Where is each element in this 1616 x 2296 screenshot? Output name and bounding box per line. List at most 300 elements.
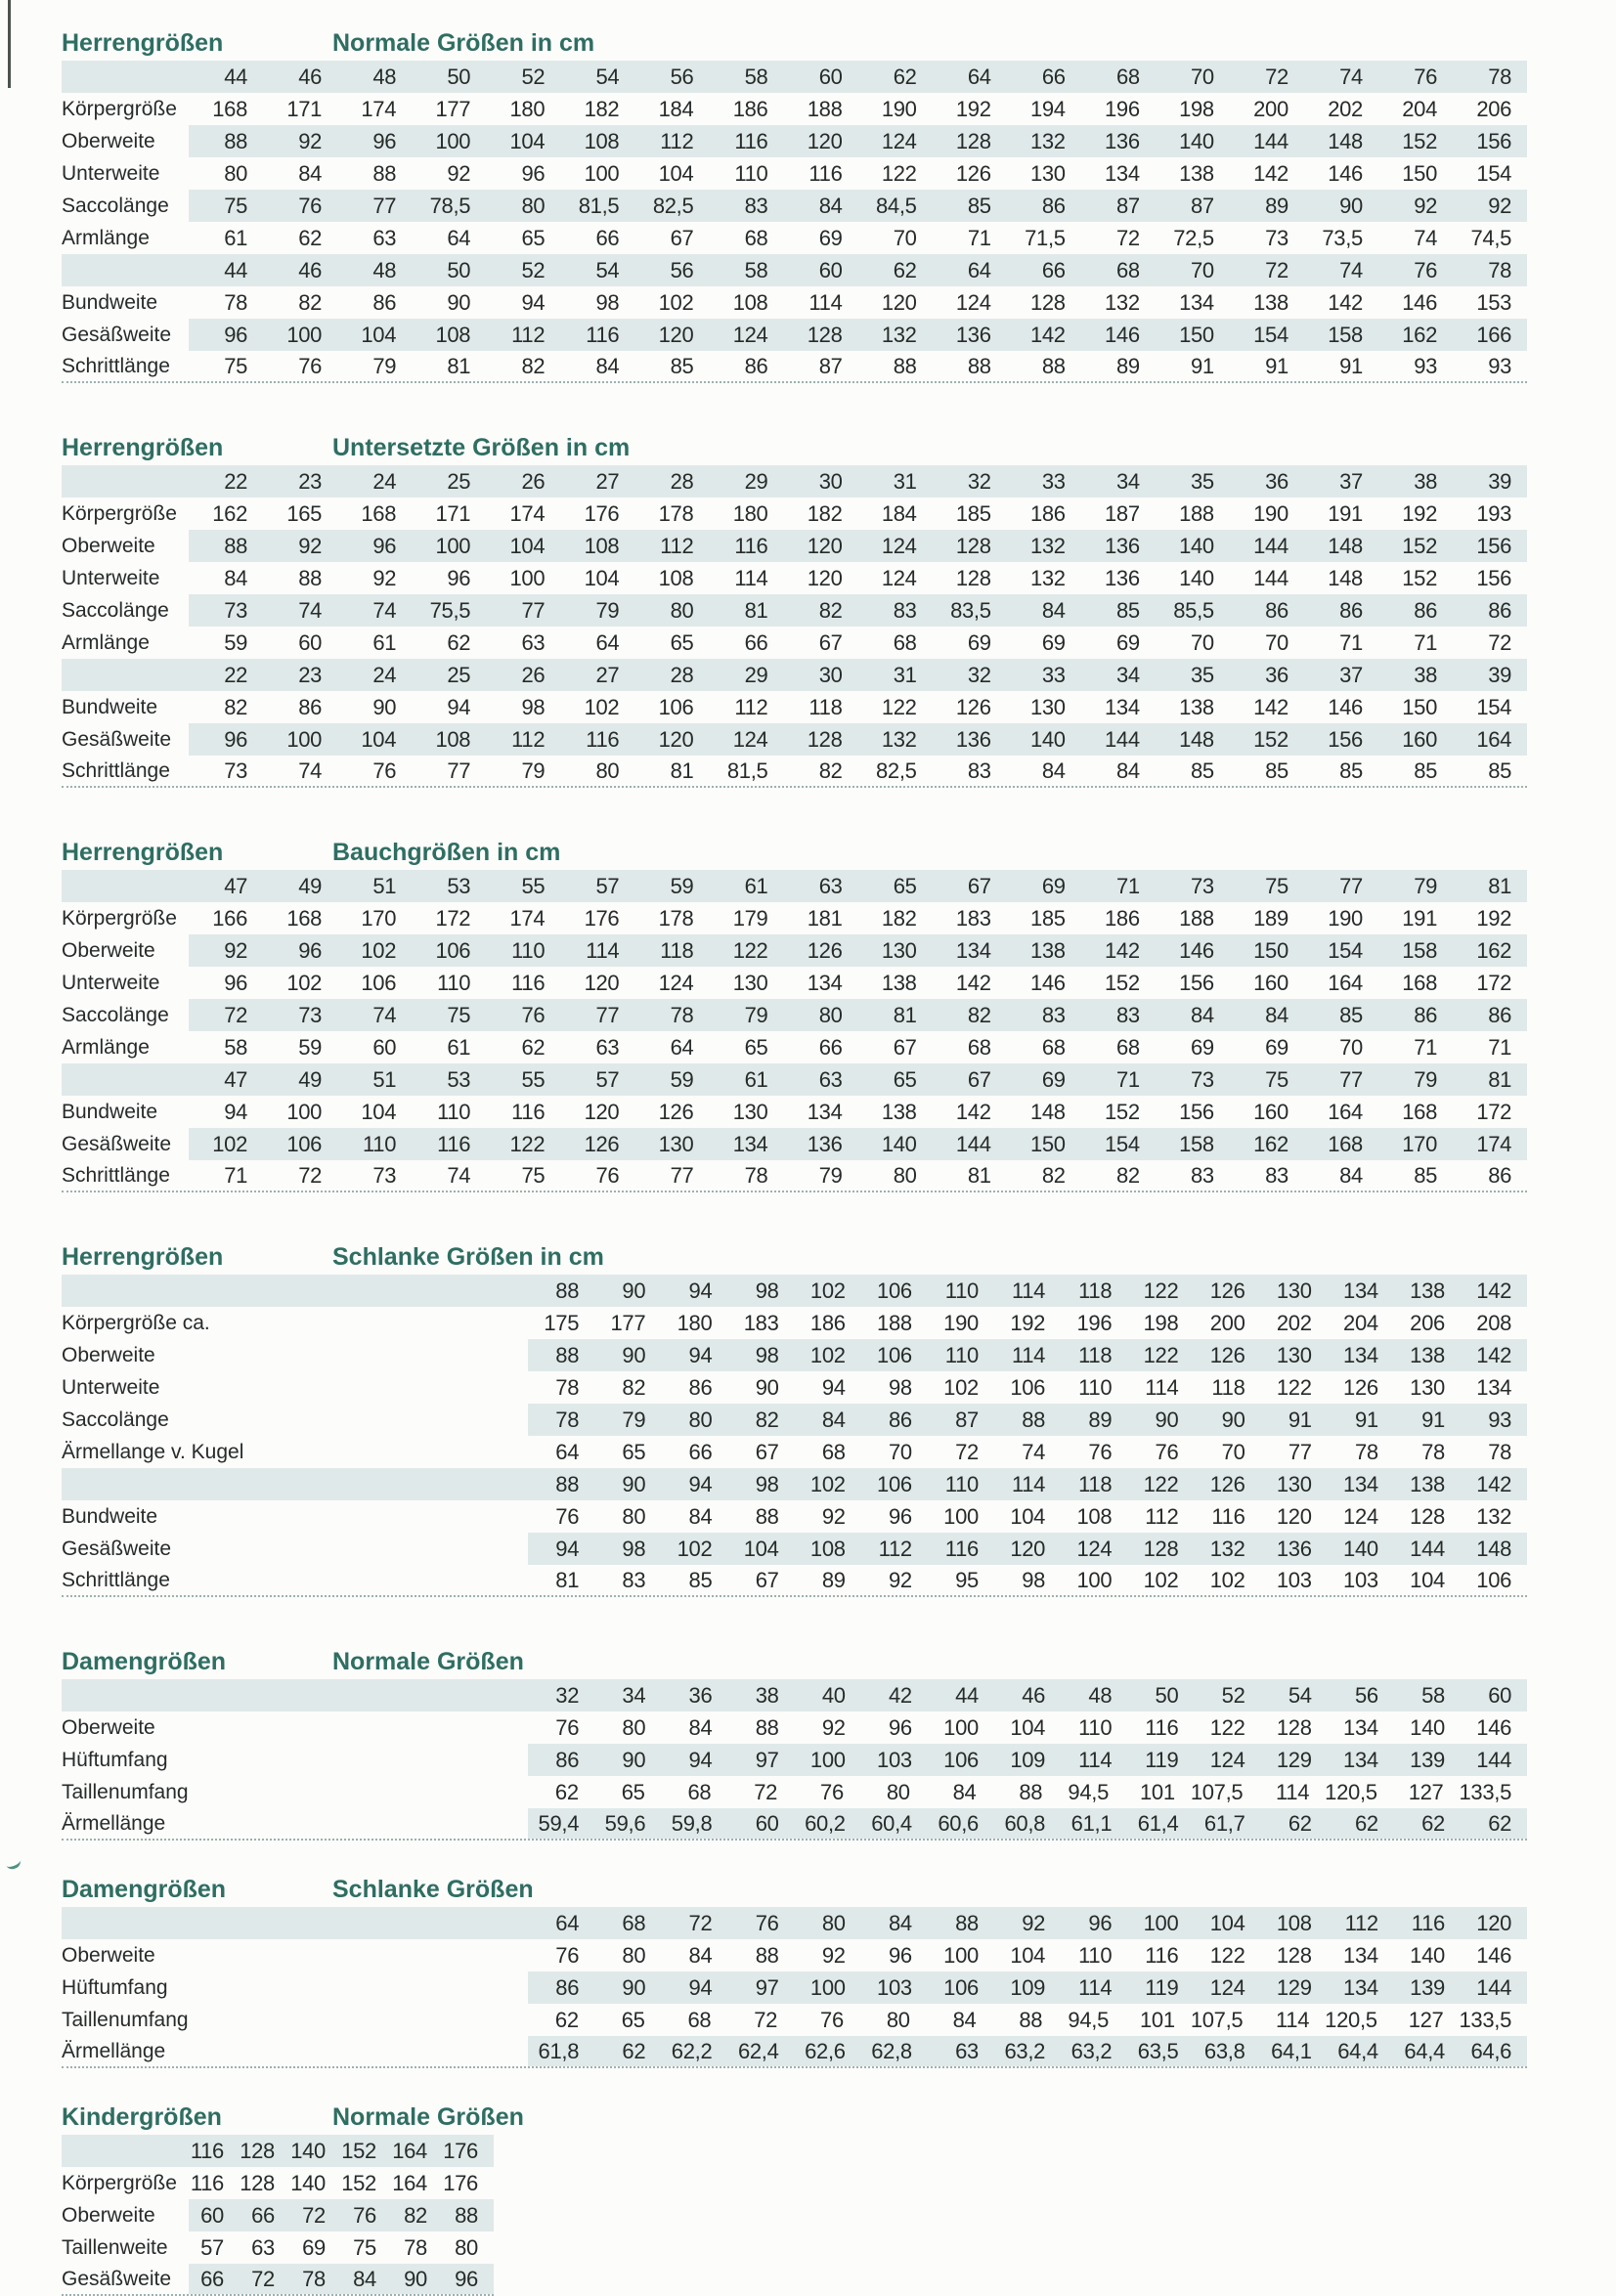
- row-values: [189, 967, 1527, 999]
- value-cell: 154: [1476, 694, 1512, 719]
- size-cell: 134: [1343, 1471, 1378, 1496]
- row-values: [189, 999, 1527, 1031]
- value-cell: 112: [1145, 1503, 1179, 1529]
- value-cell: 69: [1041, 629, 1066, 655]
- value-cell: 84: [688, 1714, 713, 1740]
- value-cell: 124: [732, 322, 768, 347]
- value-cell: 83,5: [950, 597, 991, 623]
- value-cell: 63: [251, 2234, 275, 2260]
- value-cell: 196: [1105, 96, 1140, 121]
- table-row: [62, 1371, 1527, 1404]
- value-cell: 172: [1476, 1099, 1512, 1124]
- size-cell: 130: [1276, 1471, 1312, 1496]
- size-cell: 48: [372, 64, 397, 89]
- size-cell: 76: [755, 1910, 779, 1935]
- value-cell: 118: [1078, 1342, 1113, 1367]
- value-cell: 108: [435, 726, 471, 752]
- value-cell: 84: [353, 2266, 376, 2291]
- value-cell: 104: [361, 1099, 397, 1124]
- value-cell: 191: [1328, 500, 1363, 526]
- value-cell: 91: [1288, 1407, 1312, 1432]
- value-cell: 190: [1253, 500, 1288, 526]
- row-values: [528, 1339, 1527, 1371]
- value-cell: 72: [754, 1779, 778, 1804]
- value-cell: 132: [1476, 1503, 1512, 1529]
- row-label: Bundweite: [62, 1504, 158, 1528]
- value-cell: 80: [886, 1779, 910, 1804]
- value-cell: 74,5: [1470, 225, 1512, 250]
- size-cell: 51: [372, 1066, 397, 1092]
- value-cell: 154: [1105, 1131, 1140, 1156]
- value-cell: 130: [732, 1099, 768, 1124]
- value-cell: 90: [622, 1342, 646, 1367]
- value-cell: 128: [1276, 1942, 1312, 1968]
- value-cell: 66: [595, 225, 620, 250]
- value-cell: 68: [744, 225, 768, 250]
- size-cell: 36: [688, 1682, 713, 1708]
- value-cell: 74: [298, 758, 323, 783]
- size-cell: 23: [298, 468, 323, 494]
- value-cell: 118: [660, 937, 694, 963]
- value-cell: 104: [1010, 1503, 1046, 1529]
- value-cell: 120: [584, 1099, 620, 1124]
- row-label: Körpergröße: [62, 906, 177, 930]
- table-row: [62, 627, 1527, 659]
- value-cell: 116: [190, 2170, 224, 2195]
- value-cell: 63,2: [1004, 2038, 1046, 2063]
- size-cell: 90: [622, 1278, 646, 1303]
- row-label: Saccolänge: [62, 194, 169, 217]
- value-cell: 146: [1328, 694, 1363, 719]
- size-cell: 68: [1115, 64, 1140, 89]
- value-cell: 81: [893, 1002, 917, 1027]
- value-cell: 136: [1276, 1536, 1312, 1561]
- value-cell: 83: [1041, 1002, 1066, 1027]
- value-cell: 179: [732, 905, 768, 931]
- value-cell: 134: [1476, 1374, 1512, 1400]
- value-cell: 76: [298, 193, 323, 218]
- value-cell: 67: [755, 1439, 779, 1464]
- value-cell: 193: [1476, 500, 1512, 526]
- size-cell: 128: [240, 2138, 275, 2163]
- value-cell: 112: [511, 726, 546, 752]
- value-cell: 165: [286, 500, 323, 526]
- table-row: [62, 157, 1527, 190]
- table-row: [62, 2264, 494, 2296]
- value-cell: 78: [670, 1002, 694, 1027]
- size-cell: 164: [392, 2138, 427, 2163]
- size-cell: 38: [755, 1682, 779, 1708]
- value-cell: 140: [1179, 565, 1214, 590]
- value-cell: 120: [807, 565, 843, 590]
- value-cell: 83: [744, 193, 768, 218]
- size-cell: 25: [447, 468, 471, 494]
- value-cell: 130: [881, 937, 917, 963]
- value-cell: 89: [1265, 193, 1288, 218]
- value-cell: 190: [1328, 905, 1363, 931]
- value-cell: 162: [212, 500, 248, 526]
- value-cell: 144: [955, 1131, 991, 1156]
- value-cell: 150: [1402, 160, 1438, 186]
- value-cell: 72: [298, 1162, 323, 1188]
- size-cell: 90: [622, 1471, 646, 1496]
- value-cell: 69: [1265, 1034, 1288, 1060]
- value-cell: 170: [1402, 1131, 1438, 1156]
- value-cell: 62,6: [805, 2038, 846, 2063]
- row-values: [189, 2199, 494, 2231]
- value-cell: 126: [1343, 1374, 1378, 1400]
- table-heading: [62, 1644, 1527, 1676]
- value-cell: 116: [1145, 1714, 1179, 1740]
- value-cell: 91: [1354, 1407, 1378, 1432]
- row-values: [189, 1096, 1527, 1128]
- value-cell: 85: [1191, 758, 1214, 783]
- size-cell: 104: [1209, 1910, 1245, 1935]
- size-cell: 110: [944, 1471, 979, 1496]
- value-cell: 116: [586, 726, 620, 752]
- size-cell: 80: [821, 1910, 846, 1935]
- table-subtitle: Schlanke Größen in cm: [332, 1243, 604, 1271]
- value-cell: 92: [821, 1503, 846, 1529]
- value-cell: 142: [955, 970, 991, 995]
- table-heading: [62, 1239, 1527, 1272]
- table-row: [62, 1500, 1527, 1533]
- value-cell: 96: [224, 322, 248, 347]
- size-cell: 92: [1022, 1910, 1046, 1935]
- value-cell: 150: [1253, 937, 1288, 963]
- value-cell: 126: [658, 1099, 694, 1124]
- size-cell: 28: [670, 662, 694, 687]
- value-cell: 74: [1414, 225, 1438, 250]
- value-cell: 82: [818, 758, 843, 783]
- value-cell: 138: [1253, 289, 1288, 315]
- size-cell: 62: [893, 257, 917, 282]
- value-cell: 188: [1179, 905, 1214, 931]
- value-cell: 88: [555, 1342, 580, 1367]
- value-cell: 81,5: [726, 758, 768, 783]
- value-cell: 148: [1029, 1099, 1066, 1124]
- value-cell: 108: [732, 289, 768, 315]
- value-cell: 104: [1010, 1714, 1046, 1740]
- size-cell: 59: [670, 1066, 694, 1092]
- row-label: Hüftumfang: [62, 1748, 168, 1771]
- size-cell: 33: [1041, 662, 1066, 687]
- size-cell: 39: [1488, 662, 1512, 687]
- value-cell: 71: [967, 225, 991, 250]
- value-cell: 88: [224, 128, 248, 153]
- size-cell: 81: [1488, 1066, 1512, 1092]
- value-cell: 72,5: [1173, 225, 1214, 250]
- size-cell: 56: [670, 257, 694, 282]
- size-cell: 60: [1488, 1682, 1512, 1708]
- value-cell: 148: [1179, 726, 1214, 752]
- size-cell: 130: [1276, 1278, 1312, 1303]
- size-cell: 54: [595, 257, 620, 282]
- table-row: [62, 351, 1527, 383]
- row-label: Schrittlänge: [62, 1163, 170, 1187]
- row-values: [528, 1711, 1527, 1744]
- value-cell: 63,2: [1070, 2038, 1113, 2063]
- size-cell: 64: [555, 1910, 580, 1935]
- value-cell: 82: [755, 1407, 779, 1432]
- value-cell: 71: [1339, 629, 1363, 655]
- size-cell: 140: [290, 2138, 326, 2163]
- size-cell: 53: [447, 873, 471, 898]
- value-cell: 87: [1191, 193, 1214, 218]
- value-cell: 114: [734, 565, 768, 590]
- value-cell: 154: [1328, 937, 1363, 963]
- value-cell: 168: [286, 905, 323, 931]
- row-values: [189, 627, 1527, 659]
- value-cell: 92: [1414, 193, 1438, 218]
- value-cell: 71: [224, 1162, 248, 1188]
- value-cell: 158: [1179, 1131, 1214, 1156]
- size-cell: 28: [670, 468, 694, 494]
- value-cell: 187: [1105, 500, 1140, 526]
- value-cell: 81: [670, 758, 694, 783]
- row-values: [189, 2264, 494, 2294]
- value-cell: 110: [1078, 1714, 1113, 1740]
- value-cell: 81: [967, 1162, 991, 1188]
- value-cell: 96: [447, 565, 471, 590]
- value-cell: 94: [688, 1342, 713, 1367]
- value-cell: 79: [521, 758, 546, 783]
- value-cell: 120: [1276, 1503, 1312, 1529]
- value-cell: 110: [944, 1342, 979, 1367]
- value-cell: 75: [224, 193, 248, 218]
- row-label: Unterweite: [62, 161, 160, 185]
- value-cell: 128: [1410, 1503, 1445, 1529]
- value-cell: 87: [955, 1407, 979, 1432]
- value-cell: 82: [298, 289, 323, 315]
- value-cell: 188: [807, 96, 843, 121]
- value-cell: 78: [1488, 1439, 1512, 1464]
- value-cell: 170: [361, 905, 397, 931]
- size-header-row: [62, 61, 1527, 93]
- value-cell: 98: [1022, 1567, 1046, 1592]
- value-cell: 128: [240, 2170, 275, 2195]
- value-cell: 114: [1275, 1779, 1310, 1804]
- row-values: [528, 1776, 1527, 1808]
- value-cell: 110: [511, 937, 546, 963]
- size-header-row: [62, 1679, 1527, 1711]
- value-cell: 59: [224, 629, 248, 655]
- value-cell: 85,5: [1173, 597, 1214, 623]
- value-cell: 69: [818, 225, 843, 250]
- value-cell: 61: [372, 629, 397, 655]
- value-cell: 70: [893, 225, 917, 250]
- table-heading: [62, 835, 1527, 867]
- value-cell: 89: [821, 1567, 846, 1592]
- value-cell: 108: [584, 533, 620, 558]
- value-cell: 84: [952, 1779, 977, 1804]
- size-cell: 112: [1344, 1910, 1378, 1935]
- size-cell: 77: [1339, 873, 1363, 898]
- size-cell: 56: [1354, 1682, 1378, 1708]
- row-values: [189, 1063, 1527, 1096]
- value-cell: 122: [1209, 1714, 1245, 1740]
- value-cell: 76: [353, 2202, 376, 2228]
- row-values: [189, 902, 1527, 934]
- value-cell: 93: [1488, 353, 1512, 378]
- value-cell: 59,8: [671, 1810, 713, 1836]
- value-cell: 64: [670, 1034, 694, 1060]
- value-cell: 100: [286, 726, 323, 752]
- value-cell: 104: [743, 1536, 779, 1561]
- size-cell: 49: [298, 1066, 323, 1092]
- value-cell: 70: [1265, 629, 1288, 655]
- value-cell: 76: [595, 1162, 620, 1188]
- value-cell: 71: [1488, 1034, 1512, 1060]
- value-cell: 91: [1339, 353, 1363, 378]
- value-cell: 78: [555, 1407, 580, 1432]
- value-cell: 89: [1115, 353, 1140, 378]
- row-values: [189, 934, 1527, 967]
- value-cell: 93: [1488, 1407, 1512, 1432]
- value-cell: 71: [1414, 629, 1438, 655]
- value-cell: 68: [967, 1034, 991, 1060]
- value-cell: 186: [1029, 500, 1066, 526]
- row-values: [189, 125, 1527, 157]
- value-cell: 122: [881, 160, 917, 186]
- value-cell: 96: [888, 1503, 912, 1529]
- value-cell: 58: [224, 1034, 248, 1060]
- table-row: [62, 1404, 1527, 1436]
- value-cell: 112: [878, 1536, 912, 1561]
- value-cell: 133,5: [1459, 2007, 1512, 2032]
- size-cell: 74: [1339, 257, 1363, 282]
- value-cell: 160: [1253, 1099, 1288, 1124]
- size-cell: 118: [1078, 1278, 1113, 1303]
- value-cell: 146: [1476, 1714, 1512, 1740]
- value-cell: 80: [455, 2234, 478, 2260]
- value-cell: 86: [744, 353, 768, 378]
- value-cell: 87: [818, 353, 843, 378]
- value-cell: 184: [881, 500, 917, 526]
- table-row: [62, 286, 1527, 319]
- value-cell: 84: [595, 353, 620, 378]
- table-heading: [62, 430, 1527, 462]
- value-cell: 88: [372, 160, 397, 186]
- size-header-row: [62, 2135, 494, 2167]
- table-row: [62, 999, 1527, 1031]
- size-cell: 88: [555, 1278, 580, 1303]
- value-cell: 76: [555, 1503, 580, 1529]
- value-cell: 78: [1421, 1439, 1445, 1464]
- size-cell: 68: [622, 1910, 646, 1935]
- value-cell: 73: [298, 1002, 323, 1027]
- value-cell: 62: [622, 2038, 646, 2063]
- size-cell: 106: [877, 1278, 912, 1303]
- value-cell: 134: [1105, 694, 1140, 719]
- size-cell: 46: [298, 64, 323, 89]
- row-values: [189, 498, 1527, 530]
- size-cell: 34: [622, 1682, 646, 1708]
- size-cell: 36: [1265, 468, 1288, 494]
- value-cell: 78,5: [429, 193, 471, 218]
- value-cell: 124: [881, 128, 917, 153]
- size-header-row: [62, 465, 1527, 498]
- value-cell: 92: [224, 937, 248, 963]
- value-cell: 78: [302, 2266, 326, 2291]
- value-cell: 79: [595, 597, 620, 623]
- value-cell: 77: [595, 1002, 620, 1027]
- value-cell: 90: [372, 694, 397, 719]
- row-values: [189, 93, 1527, 125]
- value-cell: 142: [1105, 937, 1140, 963]
- value-cell: 98: [521, 694, 546, 719]
- size-cell: 54: [595, 64, 620, 89]
- value-cell: 138: [1179, 160, 1214, 186]
- value-cell: 136: [955, 322, 991, 347]
- value-cell: 62: [1488, 1810, 1512, 1836]
- value-cell: 98: [595, 289, 620, 315]
- value-cell: 85: [1339, 758, 1363, 783]
- value-cell: 86: [1488, 1002, 1512, 1027]
- value-cell: 126: [584, 1131, 620, 1156]
- value-cell: 186: [1105, 905, 1140, 931]
- value-cell: 90: [755, 1374, 779, 1400]
- value-cell: 152: [1253, 726, 1288, 752]
- value-cell: 114: [808, 289, 843, 315]
- value-cell: 156: [1476, 533, 1512, 558]
- value-cell: 64,6: [1470, 2038, 1512, 2063]
- value-cell: 101: [1140, 2007, 1175, 2032]
- value-cell: 106: [1476, 1567, 1512, 1592]
- size-cell: 52: [521, 64, 546, 89]
- value-cell: 152: [341, 2170, 376, 2195]
- value-cell: 76: [1155, 1439, 1179, 1464]
- row-values: [189, 594, 1527, 627]
- size-cell: 52: [521, 257, 546, 282]
- value-cell: 188: [877, 1310, 912, 1335]
- value-cell: 116: [586, 322, 620, 347]
- size-cell: 72: [688, 1910, 713, 1935]
- value-cell: 134: [807, 1099, 843, 1124]
- table-row: [62, 594, 1527, 627]
- value-cell: 81: [555, 1567, 580, 1592]
- value-cell: 78: [224, 289, 248, 315]
- value-cell: 63,5: [1137, 2038, 1179, 2063]
- value-cell: 86: [1265, 597, 1288, 623]
- value-cell: 132: [1105, 289, 1140, 315]
- size-cell: 62: [893, 64, 917, 89]
- value-cell: 128: [955, 128, 991, 153]
- table-row: [62, 756, 1527, 788]
- value-cell: 85: [670, 353, 694, 378]
- value-cell: 116: [734, 128, 768, 153]
- value-cell: 68: [687, 1779, 712, 1804]
- size-cell: 116: [1411, 1910, 1445, 1935]
- size-cell: 122: [1143, 1278, 1179, 1303]
- value-cell: 68: [1041, 1034, 1066, 1060]
- table-row: [62, 1436, 1527, 1468]
- value-cell: 74: [372, 1002, 397, 1027]
- value-cell: 176: [443, 2170, 478, 2195]
- size-cell: 138: [1410, 1471, 1445, 1496]
- row-values: [189, 157, 1527, 190]
- value-cell: 82: [818, 597, 843, 623]
- value-cell: 134: [1179, 289, 1214, 315]
- value-cell: 118: [1211, 1374, 1245, 1400]
- size-cell: 88: [555, 1471, 580, 1496]
- value-cell: 82: [404, 2202, 427, 2228]
- value-cell: 136: [807, 1131, 843, 1156]
- size-cell: 30: [818, 662, 843, 687]
- table-row: [62, 1128, 1527, 1160]
- value-cell: 81: [744, 597, 768, 623]
- table-row: [62, 2004, 1527, 2036]
